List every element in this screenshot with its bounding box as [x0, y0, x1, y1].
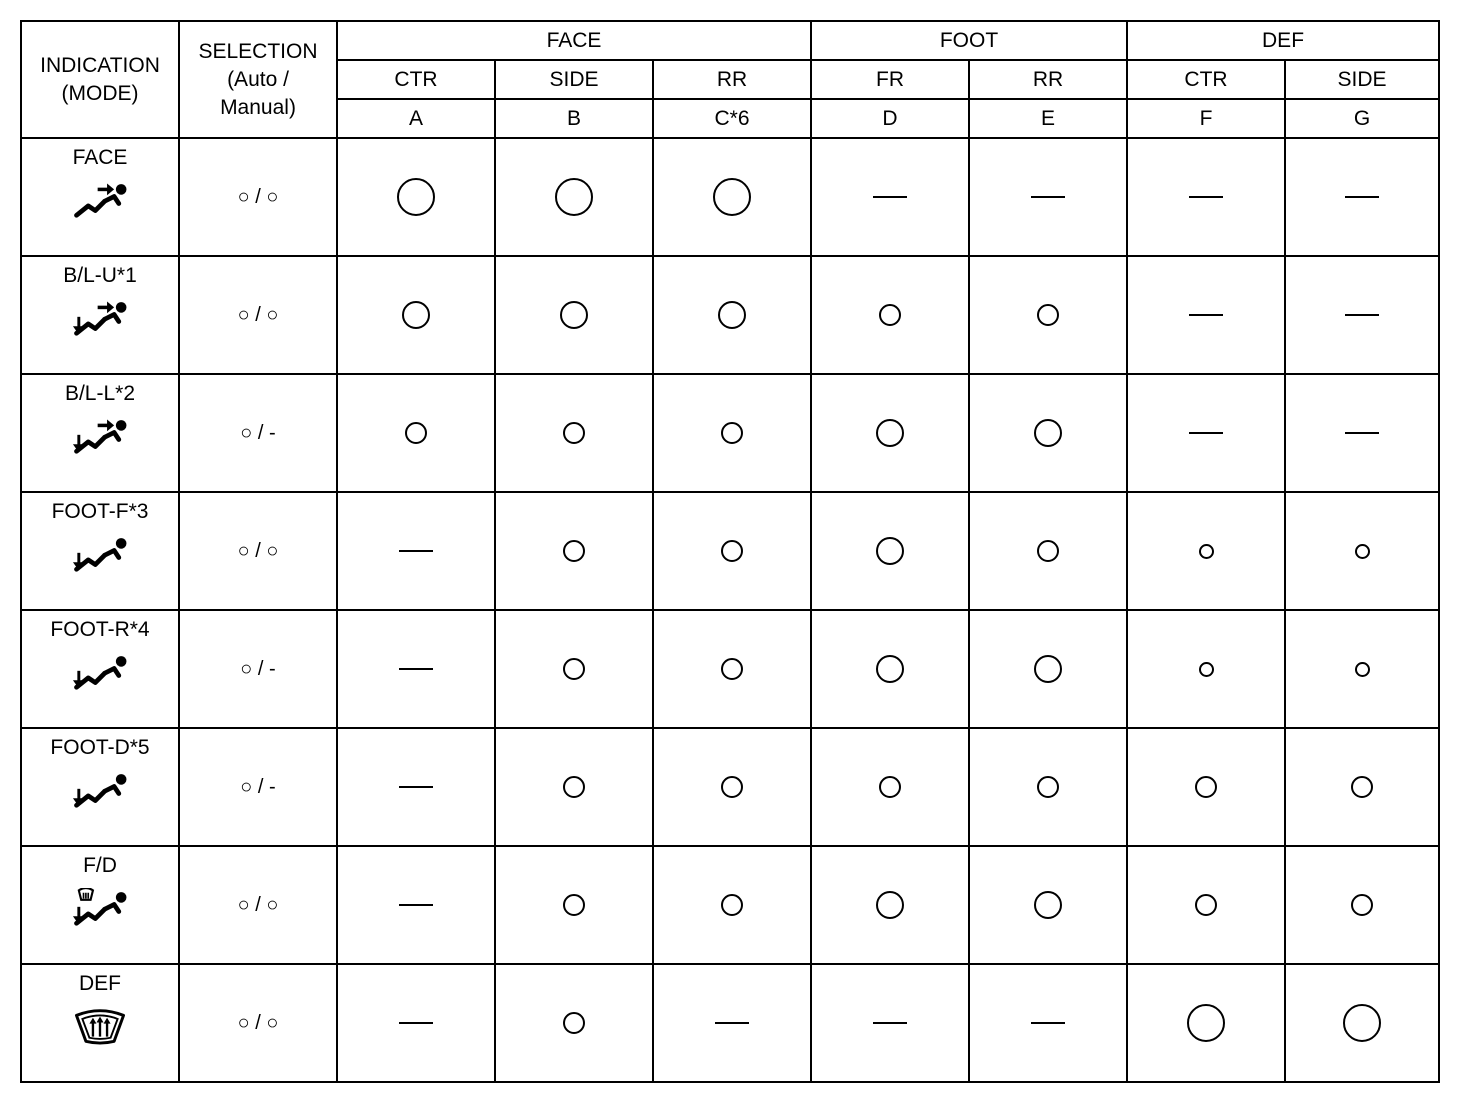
- outlet-cell: [811, 964, 969, 1082]
- selection-cell: [179, 374, 337, 492]
- outlet-cell: [495, 610, 653, 728]
- outlet-cell: [1285, 374, 1439, 492]
- outlet-cell: [1127, 256, 1285, 374]
- outlet-header: FR: [811, 60, 969, 99]
- selection-cell: [179, 610, 337, 728]
- airflow-medium-circle: [560, 301, 588, 329]
- selection-cell: [179, 492, 337, 610]
- outlet-cell: [1127, 374, 1285, 492]
- group-header-def: DEF: [1127, 21, 1439, 60]
- mode-row: [21, 138, 1439, 256]
- mode-cell: [21, 846, 179, 964]
- outlet-cell: [653, 492, 811, 610]
- outlet-cell: [653, 728, 811, 846]
- mode-cell: [21, 964, 179, 1082]
- outlet-cell: [337, 374, 495, 492]
- outlet-cell: [495, 728, 653, 846]
- selection-cell: [179, 256, 337, 374]
- airflow-none-dash: [715, 1022, 749, 1025]
- outlet-cell: [653, 138, 811, 256]
- outlet-cell: [969, 138, 1127, 256]
- airflow-medium-circle: [876, 537, 904, 565]
- airflow-large-circle: [397, 178, 435, 216]
- airflow-none-dash: [1345, 196, 1379, 199]
- selection-cell: [179, 728, 337, 846]
- outlet-cell: [969, 492, 1127, 610]
- outlet-cell: [653, 964, 811, 1082]
- airflow-none-dash: [873, 1022, 907, 1025]
- airflow-none-dash: [1345, 314, 1379, 317]
- outlet-cell: [1127, 728, 1285, 846]
- outlet-letter: B: [495, 99, 653, 138]
- outlet-cell: [495, 964, 653, 1082]
- mode-label: FACE: [72, 146, 128, 169]
- airflow-small-circle: [563, 894, 585, 916]
- foot-def-icon: [22, 888, 178, 934]
- airflow-medium-circle: [876, 419, 904, 447]
- airflow-distribution-table: [20, 20, 1440, 1083]
- outlet-cell: [653, 846, 811, 964]
- mode-label: B/L-L*2: [64, 382, 136, 405]
- airflow-small-circle: [721, 894, 743, 916]
- group-header-face: FACE: [337, 21, 811, 60]
- airflow-small-circle: [1351, 894, 1373, 916]
- indication-header-label: INDICATION (MODE): [40, 53, 160, 105]
- mode-cell: [21, 728, 179, 846]
- airflow-small-circle: [563, 776, 585, 798]
- outlet-letter: D: [811, 99, 969, 138]
- airflow-small-circle: [1351, 776, 1373, 798]
- outlet-cell: [811, 610, 969, 728]
- airflow-small-circle: [879, 776, 901, 798]
- bilevel-lower-icon: [22, 416, 178, 462]
- mode-cell: [21, 492, 179, 610]
- airflow-distribution-table-container: [20, 20, 1440, 1083]
- airflow-none-dash: [1031, 1022, 1065, 1025]
- group-header-foot: FOOT: [811, 21, 1127, 60]
- outlet-cell: [1285, 964, 1439, 1082]
- mode-label: FOOT-R*4: [50, 618, 150, 641]
- selection-header-label: SELECTION (Auto / Manual): [198, 39, 318, 119]
- outlet-cell: [337, 256, 495, 374]
- outlet-cell: [337, 846, 495, 964]
- outlet-cell: [495, 256, 653, 374]
- outlet-header: SIDE: [495, 60, 653, 99]
- mode-label: B/L-U*1: [63, 264, 137, 287]
- selection-header: [179, 21, 337, 138]
- selection-value: ○ / -: [240, 658, 276, 680]
- airflow-medium-circle: [1034, 655, 1062, 683]
- outlet-cell: [1285, 846, 1439, 964]
- outlet-letter: G: [1285, 99, 1439, 138]
- outlet-cell: [811, 138, 969, 256]
- airflow-medium-circle: [1034, 419, 1062, 447]
- airflow-small-circle: [1195, 894, 1217, 916]
- mode-label: F/D: [83, 854, 117, 877]
- airflow-small-circle: [563, 1012, 585, 1034]
- airflow-large-circle: [555, 178, 593, 216]
- outlet-header: CTR: [337, 60, 495, 99]
- defroster-icon: [22, 1006, 178, 1052]
- airflow-large-circle: [1343, 1004, 1381, 1042]
- selection-cell: [179, 846, 337, 964]
- outlet-cell: [811, 846, 969, 964]
- airflow-none-dash: [399, 550, 433, 553]
- airflow-medium-circle: [402, 301, 430, 329]
- foot-defrost-icon: [22, 770, 178, 816]
- outlet-cell: [969, 728, 1127, 846]
- selection-value: ○ / -: [240, 776, 276, 798]
- airflow-small-circle: [879, 304, 901, 326]
- airflow-medium-circle: [1034, 891, 1062, 919]
- airflow-tiny-circle: [1355, 662, 1370, 677]
- outlet-cell: [337, 492, 495, 610]
- airflow-small-circle: [1037, 540, 1059, 562]
- selection-value: ○ / ○: [237, 304, 279, 326]
- outlet-cell: [653, 374, 811, 492]
- airflow-none-dash: [1189, 314, 1223, 317]
- airflow-none-dash: [399, 786, 433, 789]
- outlet-cell: [1127, 610, 1285, 728]
- outlet-cell: [969, 846, 1127, 964]
- outlet-cell: [969, 964, 1127, 1082]
- outlet-cell: [811, 374, 969, 492]
- outlet-cell: [337, 138, 495, 256]
- airflow-medium-circle: [718, 301, 746, 329]
- mode-label: FOOT-F*3: [51, 500, 149, 523]
- airflow-small-circle: [1037, 304, 1059, 326]
- outlet-cell: [1127, 492, 1285, 610]
- mode-label: DEF: [79, 972, 121, 995]
- outlet-cell: [1285, 728, 1439, 846]
- airflow-large-circle: [713, 178, 751, 216]
- outlet-cell: [1285, 492, 1439, 610]
- outlet-cell: [495, 374, 653, 492]
- airflow-medium-circle: [876, 891, 904, 919]
- airflow-large-circle: [1187, 1004, 1225, 1042]
- outlet-cell: [653, 256, 811, 374]
- airflow-small-circle: [563, 422, 585, 444]
- airflow-small-circle: [721, 776, 743, 798]
- airflow-small-circle: [1195, 776, 1217, 798]
- selection-value: ○ / -: [240, 422, 276, 444]
- outlet-cell: [495, 846, 653, 964]
- mode-cell: [21, 610, 179, 728]
- mode-cell: [21, 138, 179, 256]
- outlet-cell: [653, 610, 811, 728]
- airflow-tiny-circle: [1199, 544, 1214, 559]
- mode-row: [21, 256, 1439, 374]
- outlet-cell: [1127, 964, 1285, 1082]
- mode-row: [21, 964, 1439, 1082]
- selection-value: ○ / ○: [237, 186, 279, 208]
- mode-cell: [21, 374, 179, 492]
- outlet-cell: [811, 492, 969, 610]
- mode-cell: [21, 256, 179, 374]
- airflow-small-circle: [721, 540, 743, 562]
- outlet-cell: [1285, 256, 1439, 374]
- airflow-small-circle: [721, 422, 743, 444]
- mode-row: [21, 374, 1439, 492]
- outlet-cell: [337, 964, 495, 1082]
- foot-front-icon: [22, 534, 178, 580]
- outlet-cell: [969, 610, 1127, 728]
- airflow-tiny-circle: [1199, 662, 1214, 677]
- outlet-cell: [495, 492, 653, 610]
- airflow-none-dash: [1189, 432, 1223, 435]
- outlet-letter: A: [337, 99, 495, 138]
- airflow-none-dash: [1189, 196, 1223, 199]
- outlet-cell: [337, 610, 495, 728]
- airflow-none-dash: [1345, 432, 1379, 435]
- airflow-tiny-circle: [1355, 544, 1370, 559]
- selection-value: ○ / ○: [237, 1012, 279, 1034]
- airflow-none-dash: [399, 1022, 433, 1025]
- airflow-none-dash: [1031, 196, 1065, 199]
- mode-rows: [21, 138, 1439, 1082]
- outlet-cell: [1127, 846, 1285, 964]
- outlet-cell: [969, 256, 1127, 374]
- airflow-none-dash: [873, 196, 907, 199]
- foot-rear-icon: [22, 652, 178, 698]
- airflow-small-circle: [721, 658, 743, 680]
- mode-row: [21, 728, 1439, 846]
- outlet-cell: [1285, 138, 1439, 256]
- selection-value: ○ / ○: [237, 894, 279, 916]
- outlet-letter: E: [969, 99, 1127, 138]
- mode-label: FOOT-D*5: [50, 736, 150, 759]
- airflow-small-circle: [1037, 776, 1059, 798]
- outlet-header: CTR: [1127, 60, 1285, 99]
- selection-cell: [179, 138, 337, 256]
- airflow-small-circle: [563, 658, 585, 680]
- outlet-cell: [1127, 138, 1285, 256]
- outlet-cell: [969, 374, 1127, 492]
- mode-row: [21, 492, 1439, 610]
- outlet-header: RR: [653, 60, 811, 99]
- outlet-cell: [495, 138, 653, 256]
- outlet-header: SIDE: [1285, 60, 1439, 99]
- outlet-cell: [337, 728, 495, 846]
- indication-header: [21, 21, 179, 138]
- airflow-none-dash: [399, 904, 433, 907]
- airflow-small-circle: [405, 422, 427, 444]
- airflow-small-circle: [563, 540, 585, 562]
- airflow-none-dash: [399, 668, 433, 671]
- outlet-letter: C*6: [653, 99, 811, 138]
- outlet-header: RR: [969, 60, 1127, 99]
- outlet-cell: [811, 256, 969, 374]
- mode-row: [21, 610, 1439, 728]
- selection-cell: [179, 964, 337, 1082]
- airflow-medium-circle: [876, 655, 904, 683]
- face-mode-icon: [22, 180, 178, 226]
- outlet-letter: F: [1127, 99, 1285, 138]
- bilevel-upper-icon: [22, 298, 178, 344]
- outlet-cell: [811, 728, 969, 846]
- outlet-cell: [1285, 610, 1439, 728]
- mode-row: [21, 846, 1439, 964]
- selection-value: ○ / ○: [237, 540, 279, 562]
